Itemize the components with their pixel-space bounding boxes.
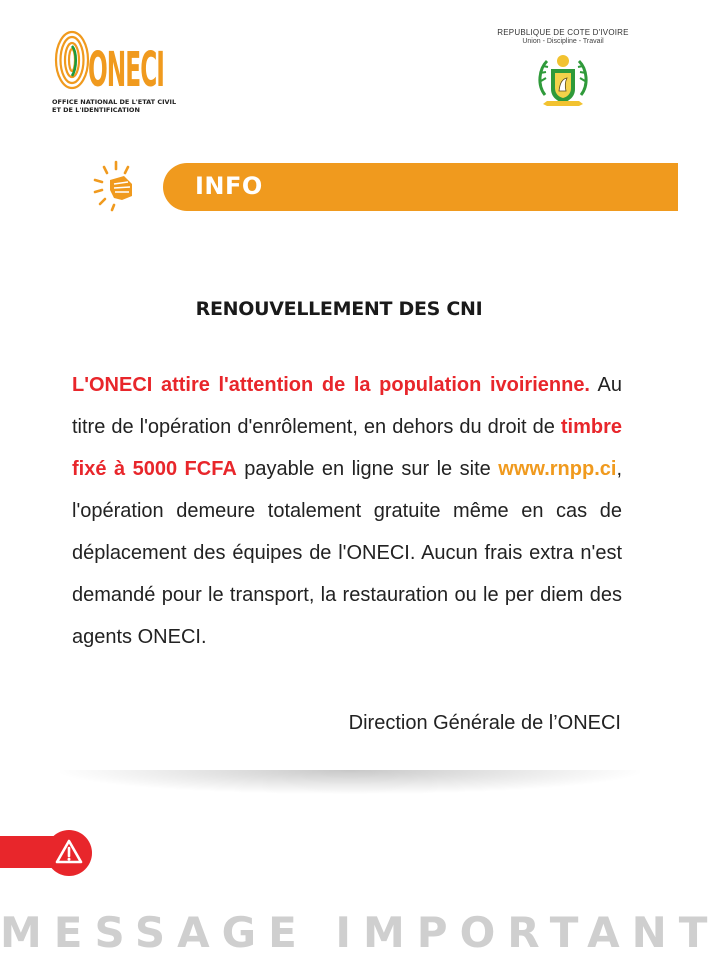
notice-lead: L'ONECI attire l'attention de la population ivoirienne.: [72, 374, 590, 396]
logo-wordmark: ONECI: [88, 42, 164, 98]
warning-icon: [46, 830, 92, 876]
megaphone-hand-icon: [92, 158, 140, 216]
logo-subtitle-line1: OFFICE NATIONAL DE L'ETAT CIVIL: [52, 98, 177, 106]
signature: Direction Générale de l’ONECI: [348, 712, 621, 734]
notice-text-part2: payable en ligne sur le site: [236, 458, 499, 480]
logo-subtitle-line2: ET DE L'IDENTIFICATION: [52, 106, 140, 114]
info-banner: [163, 163, 678, 211]
notice-body: [72, 364, 622, 658]
important-message: MESSAGE IMPORTANT: [0, 908, 719, 957]
info-label: INFO: [195, 172, 263, 200]
oneci-logo-mark: [52, 24, 172, 96]
notice-text-part3: , l'opération demeure totalement gratuite même en cas de déplacement des équipes de l'ONECI. Aucun frais extra n'est demandé pour le transport, la restauration ou le per diem des agents ONECI.: [72, 458, 622, 648]
website-link[interactable]: www.rnpp.ci: [498, 458, 617, 480]
republic-name: REPUBLIQUE DE COTE D'IVOIRE: [497, 28, 629, 37]
republic-header: [488, 28, 638, 109]
republic-motto: Union - Discipline - Travail: [522, 38, 604, 45]
logo-subtitle: [52, 98, 177, 114]
shadow-divider: [60, 770, 640, 794]
notice-text-part1: Au titre de l'opération d'enrôlement, en dehors du droit de: [72, 374, 622, 438]
oneci-logo: [52, 24, 177, 116]
coat-of-arms-icon: [535, 51, 591, 109]
notice-title: RENOUVELLEMENT DES CNI: [195, 298, 483, 320]
stamp-fee-highlight: timbre fixé à 5000 FCFA: [72, 416, 622, 480]
